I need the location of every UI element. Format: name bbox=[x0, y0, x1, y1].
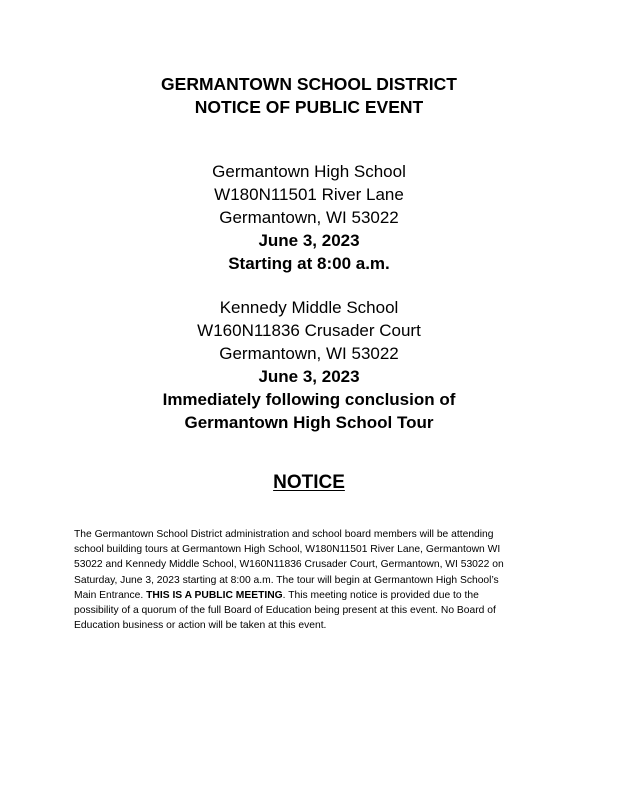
district-name: GERMANTOWN SCHOOL DISTRICT bbox=[161, 74, 457, 94]
notice-line: Saturday, June 3, 2023 starting at 8:00 a.m. The tour will begin at Germantown High School’s bbox=[74, 574, 499, 586]
location-street: W180N11501 River Lane bbox=[214, 185, 404, 204]
location-city: Germantown, WI 53022 bbox=[219, 208, 399, 227]
location-high-school bbox=[0, 160, 618, 275]
location-name: Germantown High School bbox=[212, 162, 406, 181]
location-city: Germantown, WI 53022 bbox=[219, 344, 399, 363]
notice-line: The Germantown School District administration and school board members will be attending bbox=[74, 529, 494, 540]
public-meeting-emphasis: THIS IS A PUBLIC MEETING bbox=[146, 589, 283, 601]
location-time: Immediately following conclusion of bbox=[162, 390, 456, 409]
location-time: Starting at 8:00 a.m. bbox=[228, 254, 390, 273]
notice-title: NOTICE OF PUBLIC EVENT bbox=[194, 97, 424, 117]
location-date: June 3, 2023 bbox=[258, 367, 360, 386]
notice-line bbox=[74, 588, 544, 603]
notice-line: possibility of a quorum of the full Board of Education being present at this event. No Board of bbox=[74, 605, 496, 617]
notice-line: school building tours at Germantown High School, W180N11501 River Lane, Germantown WI bbox=[74, 544, 501, 556]
notice-line-text: . This meeting notice is provided due to the bbox=[282, 589, 479, 601]
notice-line: Education business or action will be taken at this event. bbox=[74, 620, 327, 632]
document-title bbox=[0, 73, 618, 119]
notice-body bbox=[74, 527, 544, 633]
notice-line-text: Main Entrance. bbox=[74, 589, 147, 601]
notice-line: 53022 and Kennedy Middle School, W160N11836 Crusader Court, Germantown, WI 53022 on bbox=[74, 559, 504, 571]
notice-heading bbox=[0, 471, 618, 495]
location-date: June 3, 2023 bbox=[258, 231, 360, 250]
location-middle-school bbox=[0, 296, 618, 434]
location-time: Germantown High School Tour bbox=[184, 413, 434, 432]
location-street: W160N11836 Crusader Court bbox=[197, 321, 421, 340]
notice-heading-text: NOTICE bbox=[273, 472, 345, 493]
location-name: Kennedy Middle School bbox=[219, 298, 399, 317]
